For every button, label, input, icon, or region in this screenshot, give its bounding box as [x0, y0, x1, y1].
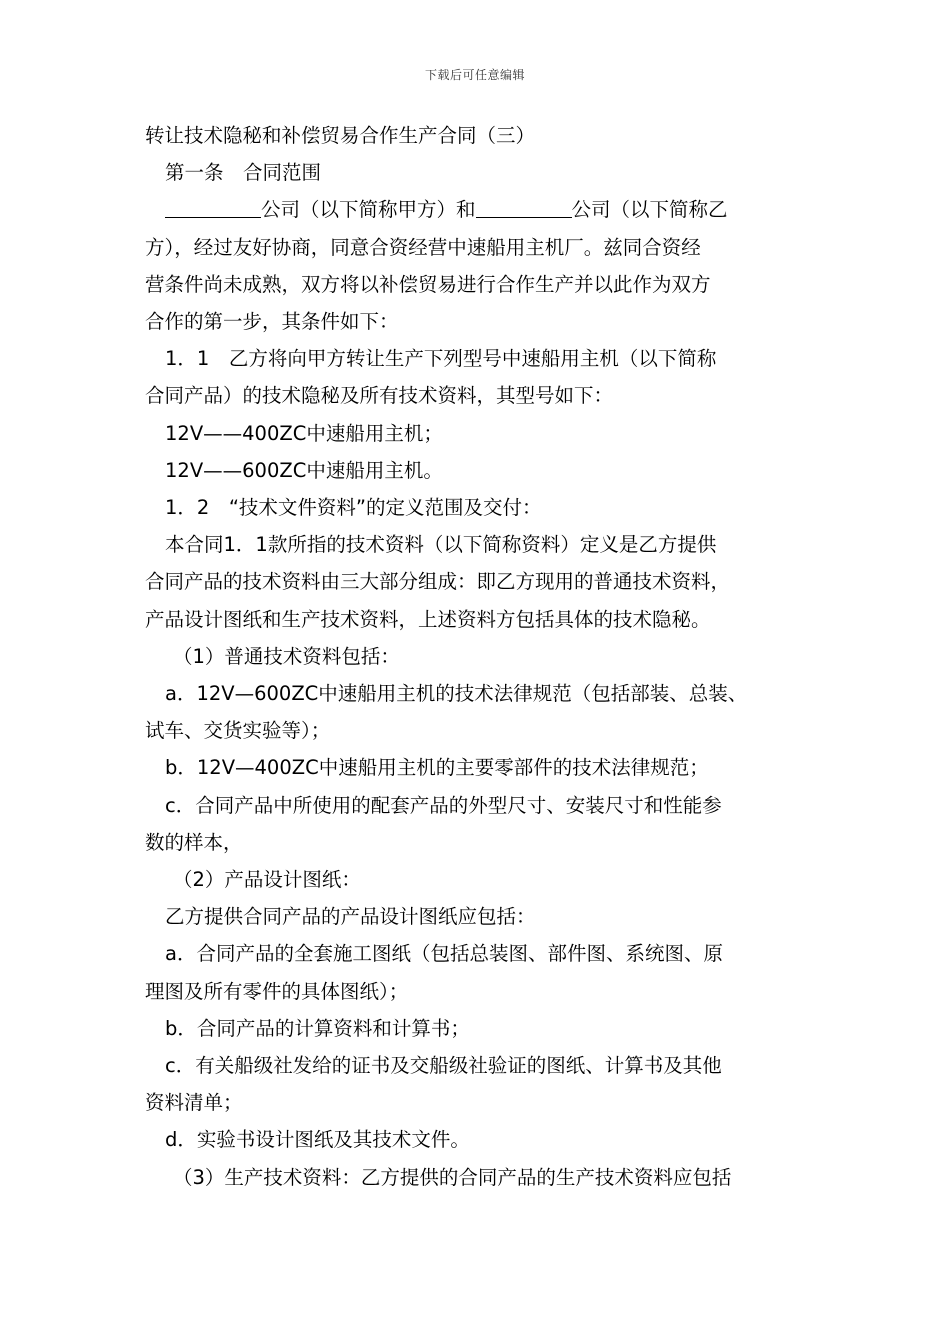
document-title: 转让技术隐秘和补偿贸易合作生产合同（三） [145, 124, 536, 147]
section-1-item-c-line-1: c．合同产品中所使用的配套产品的外型尺寸、安装尺寸和性能参 [165, 793, 722, 817]
section-1-item-c-line-2: 数的样本， [145, 830, 243, 854]
section-1-heading: （1）普通技术资料包括： [173, 644, 400, 668]
engine-model-1: 12V——400ZC中速船用主机； [165, 421, 443, 445]
section-1-item-a-line-2: 试车、交货实验等）； [145, 719, 331, 743]
section-2-heading: （2）产品设计图纸： [173, 868, 361, 892]
clause-1-1-line-2: 合同产品）的技术隐秘及所有技术资料，其型号如下： [145, 384, 614, 408]
intro-paragraph-line-3: 营条件尚未成熟，双方将以补偿贸易进行合作生产并以此作为双方 [145, 272, 711, 296]
clause-1-1-line-1: 1．1 乙方将向甲方转让生产下列型号中速船用主机（以下简称 [165, 347, 717, 371]
clause-1-2-line-3: 产品设计图纸和生产技术资料，上述资料方包括具体的技术隐秘。 [145, 607, 711, 631]
section-2-intro: 乙方提供合同产品的产品设计图纸应包括： [165, 905, 536, 929]
section-1-item-b: b．12V—400ZC中速船用主机的主要零部件的技术法律规范； [165, 756, 709, 780]
engine-model-2: 12V——600ZC中速船用主机。 [165, 458, 443, 482]
party-a-blank [165, 198, 261, 219]
intro-segment-2: 公司（以下简称乙 [571, 198, 728, 222]
page-header-note: 下载后可任意编辑 [424, 68, 525, 82]
clause-1-2-heading: 1．2 “技术文件资料”的定义范围及交付： [165, 496, 542, 520]
section-2-item-a-line-1: a．合同产品的全套施工图纸（包括总装图、部件图、系统图、原 [165, 942, 723, 966]
document-body [145, 117, 825, 1196]
intro-paragraph-line-1 [145, 191, 825, 228]
intro-segment-1: 公司（以下简称甲方）和 [261, 198, 476, 222]
section-3-heading: （3）生产技术资料：乙方提供的合同产品的生产技术资料应包括 [173, 1165, 732, 1189]
clause-1-2-line-2: 合同产品的技术资料由三大部分组成：即乙方现用的普通技术资料， [145, 570, 731, 594]
clause-1-2-line-1: 本合同1．1款所指的技术资料（以下简称资料）定义是乙方提供 [165, 533, 717, 557]
section-2-item-d: d．实验书设计图纸及其技术文件。 [165, 1128, 470, 1152]
party-b-blank [476, 198, 572, 219]
article-1-heading: 第一条 合同范围 [165, 161, 322, 185]
section-2-item-c-line-1: c．有关船级社发给的证书及交船级社验证的图纸、计算书及其他 [165, 1054, 722, 1078]
section-2-item-a-line-2: 理图及所有零件的具体图纸）； [145, 979, 409, 1003]
section-2-item-c-line-2: 资料清单； [145, 1091, 243, 1115]
section-1-item-a-line-1: a．12V—600ZC中速船用主机的技术法律规范（包括部装、总装、 [165, 682, 748, 706]
section-2-item-b: b．合同产品的计算资料和计算书； [165, 1016, 470, 1040]
intro-paragraph-line-2: 方），经过友好协商，同意合资经营中速船用主机厂。兹同合资经 [145, 235, 701, 259]
intro-paragraph-line-4: 合作的第一步，其条件如下： [145, 310, 399, 334]
